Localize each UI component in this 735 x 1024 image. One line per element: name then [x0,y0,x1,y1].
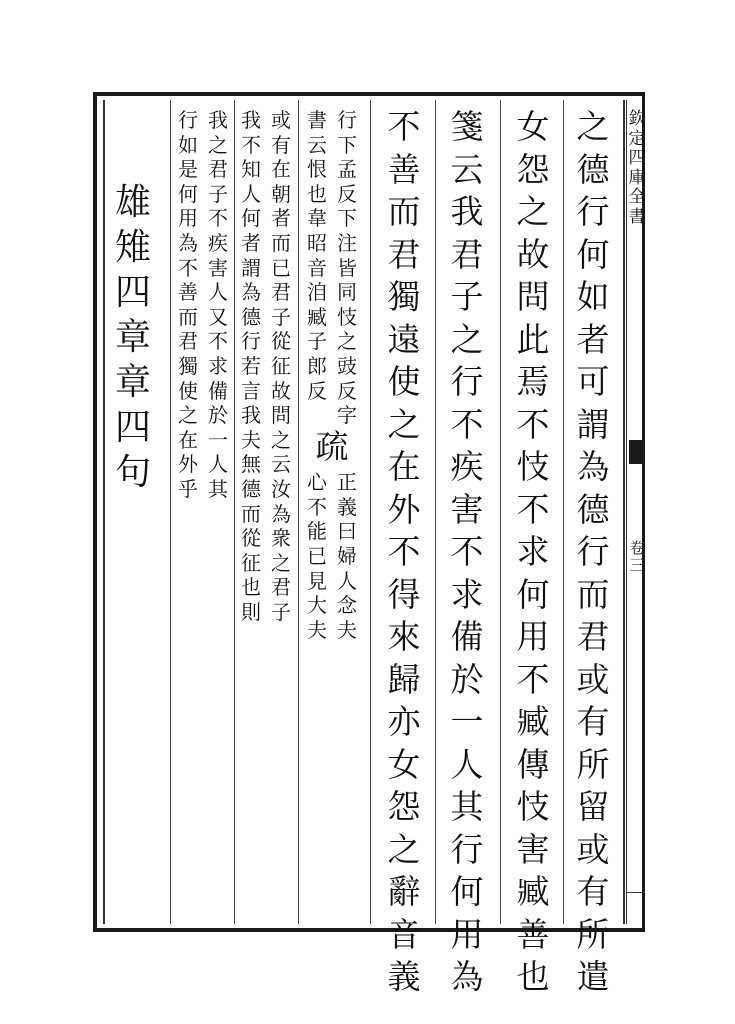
annotation-line: 行 下 孟 反 下 注 皆 同 忮 之 豉 反 字 [337,108,357,428]
column-rule [435,100,436,924]
text-column [103,182,163,500]
annotation-line: 我 不 知 人 何 者 謂 為 德 行 若 言 我 夫 無 德 而 從 征 也 則 [241,108,261,624]
main-text: 之 德 行 何 如 者 可 謂 為 德 行 而 君 或 有 所 留 或 有 所 遣 [576,107,610,996]
column-rule [370,100,371,924]
main-text: 疏 [315,426,349,466]
main-text: 女 怨 之 故 問 此 焉 [516,107,550,401]
annotation-line: 心 不 能 已 見 大 夫 [307,470,327,642]
fishtail-mark-icon [629,440,643,464]
main-text: 傳 忮 害 臧 善 也 [516,744,550,996]
annotation-pair [307,472,357,644]
column-rule [298,100,299,924]
column-rule [170,100,171,924]
margin-header [628,110,646,227]
chapter-title: 雄 雉 四 章 章 四 句 [114,182,151,493]
column-rule [234,100,235,924]
main-text: 音 義 [387,914,421,996]
text-column [173,110,233,504]
annotation-line: 我 之 君 子 不 疾 害 人 又 不 求 備 於 一 人 其 [208,108,228,501]
text-column [563,107,623,1003]
text-column [503,107,563,1003]
text-column [374,107,434,1003]
annotation-pair [241,110,291,626]
column-rule [500,100,501,924]
main-text: 不 忮 不 求 何 用 不 臧 [516,404,550,741]
text-column [437,107,497,1003]
main-text: 箋 云 我 君 子 之 行 不 疾 害 不 求 備 於 一 人 其 行 何 用 為 [450,107,484,996]
margin-volume [628,540,646,575]
annotation-line: 書 云 恨 也 韋 昭 音 洎 臧 子 郎 反 [307,108,327,403]
annotation-pair [307,110,357,430]
annotation-pair [178,110,228,504]
text-column [302,110,362,644]
annotation-line: 正 義 曰 婦 人 念 夫 [337,470,357,642]
margin-volume-text: 卷 三 [629,539,645,575]
margin-column [626,100,646,924]
annotation-line: 行 如 是 何 用 為 不 善 而 君 獨 使 之 在 外 乎 [178,108,198,501]
annotation-line: 或 有 在 朝 者 而 已 君 子 從 征 故 問 之 云 汝 為 衆 之 君 子 [271,108,291,624]
main-text: 不 善 而 君 獨 遠 使 之 在 外 不 得 來 歸 亦 女 怨 之 辭 [387,107,421,911]
margin-divider [627,892,645,893]
margin-header-text: 欽 定 四 庫 全 書 [628,109,646,227]
text-column [236,110,296,626]
column-rule [563,100,564,924]
